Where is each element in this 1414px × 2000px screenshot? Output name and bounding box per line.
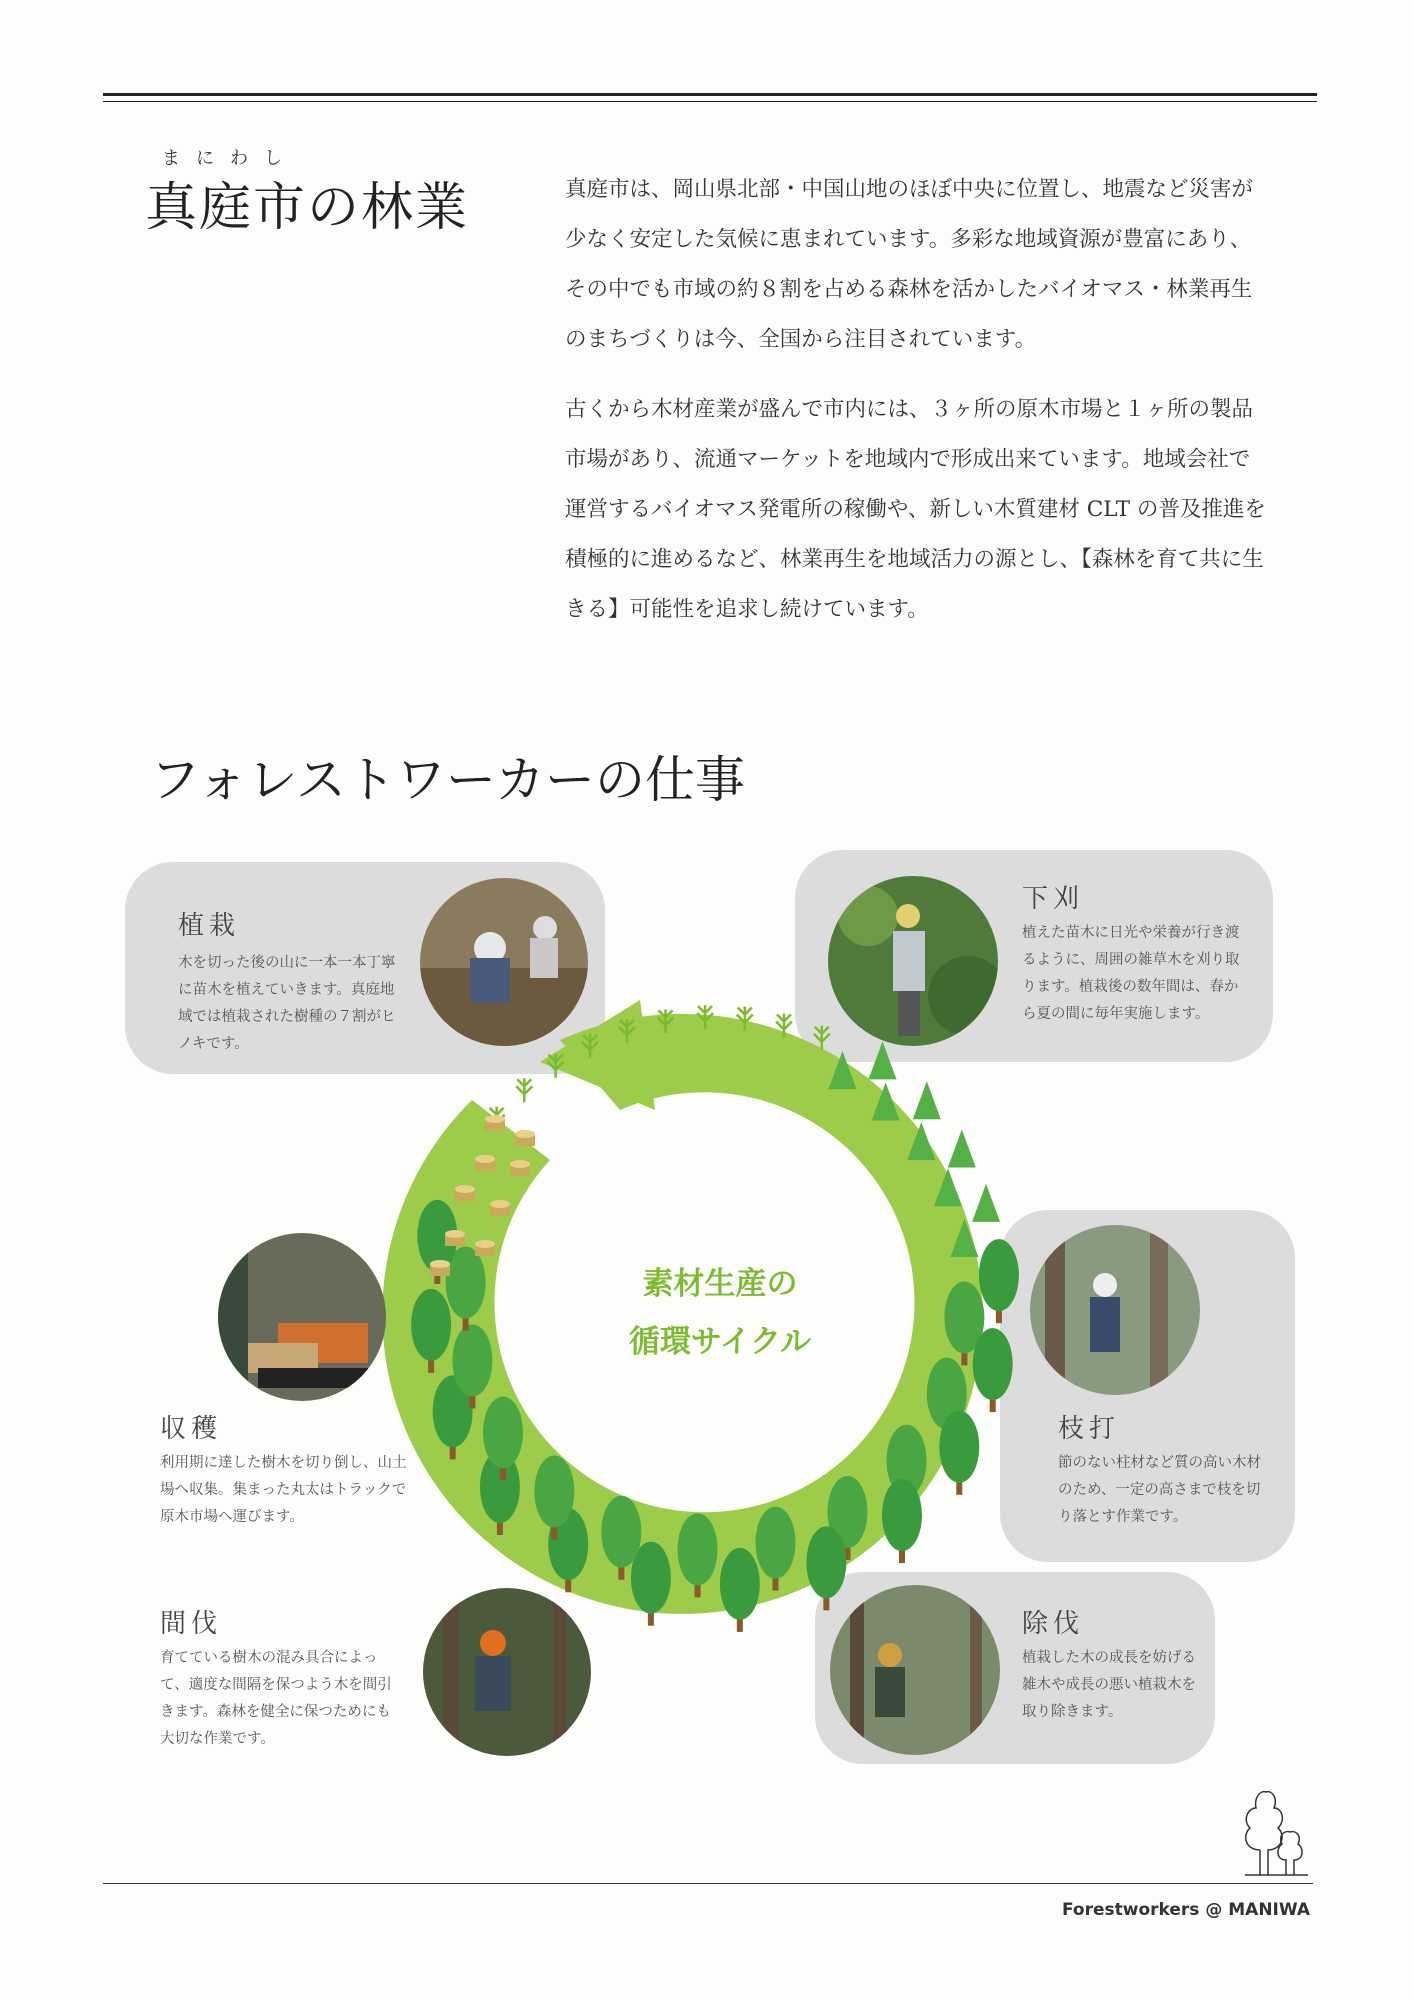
work-title-kanbatsu: 間伐 — [160, 1609, 223, 1639]
photo-jobatsu — [830, 1585, 1000, 1755]
stump-icon — [445, 1230, 465, 1246]
tree-icon — [806, 1526, 846, 1610]
work-text-edauchi: 節のない柱材など質の高い木材のため、一定の高さまで枝を切り落とす作業です。 — [1058, 1455, 1261, 1525]
bottom-rule — [103, 1883, 1313, 1884]
stump-icon — [475, 1240, 495, 1256]
stump-icon — [490, 1200, 510, 1216]
tree-icon — [979, 1239, 1019, 1323]
photo-kanbatsu — [423, 1588, 591, 1756]
intro-paragraph-1: 真庭市は、岡山県北部・中国山地のほぼ中央に位置し、地震など災害が少なく安定した気候に恵まれています。多彩な地域資源が豊富にあり、その中でも市域の約８割を占める森林を活かしたバイオマス・林業再生のまちづくりは今、全国から注目されています。 — [565, 177, 1254, 352]
stump-icon — [485, 1115, 505, 1131]
photo-shitagari — [828, 876, 998, 1046]
conifer-icon — [948, 1130, 976, 1168]
seedling-icon — [548, 1054, 564, 1078]
stump-icon — [475, 1155, 495, 1171]
title-ruby: まにわし — [162, 148, 298, 169]
footer-brand: Forestworkers @ MANIWA — [1062, 1900, 1311, 1920]
conifer-icon — [972, 1184, 1000, 1222]
conifer-icon — [869, 1041, 897, 1079]
work-text-shukaku: 利用期に達した樹木を切り倒し、山土場へ収集。集まった丸太はトラックで原木市場へ運びます。 — [160, 1455, 407, 1525]
photo-shukaku — [218, 1233, 386, 1401]
tree-icon — [720, 1548, 760, 1632]
work-title-shukaku: 収穫 — [160, 1414, 223, 1444]
stump-icon — [455, 1185, 475, 1201]
photo-edauchi — [1030, 1225, 1200, 1395]
work-title-edauchi: 枝打 — [1058, 1414, 1121, 1444]
cycle-label-line2: 循環サイクル — [628, 1324, 812, 1360]
tree-icon — [973, 1328, 1013, 1412]
stump-icon — [510, 1160, 530, 1176]
work-text-shokusai: 木を切った後の山に一本一本丁寧に苗木を植えていきます。真庭地域では植栽された樹種の７割がヒノキです。 — [178, 955, 396, 1052]
work-title-shokusai: 植栽 — [178, 911, 241, 941]
photo-shokusai — [420, 878, 588, 1046]
tree-icon — [939, 1411, 979, 1495]
stump-icon — [515, 1130, 535, 1146]
page-title: 真庭市の林業 — [145, 178, 470, 238]
work-section-title: フォレストワーカーの仕事 — [150, 751, 745, 809]
tree-icon — [882, 1479, 922, 1563]
work-text-shitagari: 植えた苗木に日光や栄養が行き渡るように、周囲の雑草木を刈り取ります。植栽後の数年間は、春から夏の間に毎年実施します。 — [1022, 925, 1240, 1022]
work-text-jobatsu: 植栽した木の成長を妨げる雑木や成長の悪い植栽木を取り除きます。 — [1022, 1650, 1196, 1720]
cycle-label-line1: 素材生産の — [642, 1266, 798, 1302]
seedling-icon — [516, 1078, 532, 1102]
stump-icon — [430, 1260, 450, 1276]
work-text-kanbatsu: 育てている樹木の混み具合によって、適度な間隔を保つよう木を間引きます。森林を健全に保つためにも大切な作業です。 — [160, 1650, 392, 1747]
conifer-icon — [913, 1081, 941, 1119]
tree-logo-icon — [1240, 1780, 1310, 1880]
cycle-label — [560, 1255, 880, 1371]
work-title-shitagari: 下刈 — [1022, 884, 1085, 914]
work-title-jobatsu: 除伐 — [1022, 1609, 1085, 1639]
intro-paragraph-2: 古くから木材産業が盛んで市内には、３ヶ所の原木市場と１ヶ所の製品市場があり、流通マーケットを地域内で形成出来ています。地域会社で運営するバイオマス発電所の稼働や、新しい木質建材 CLT の普及推進を積極的に進めるなど、林業再生を地域活力の源とし、【森林を育て共に生きる】可能性を追求し続けています。 — [565, 397, 1266, 622]
